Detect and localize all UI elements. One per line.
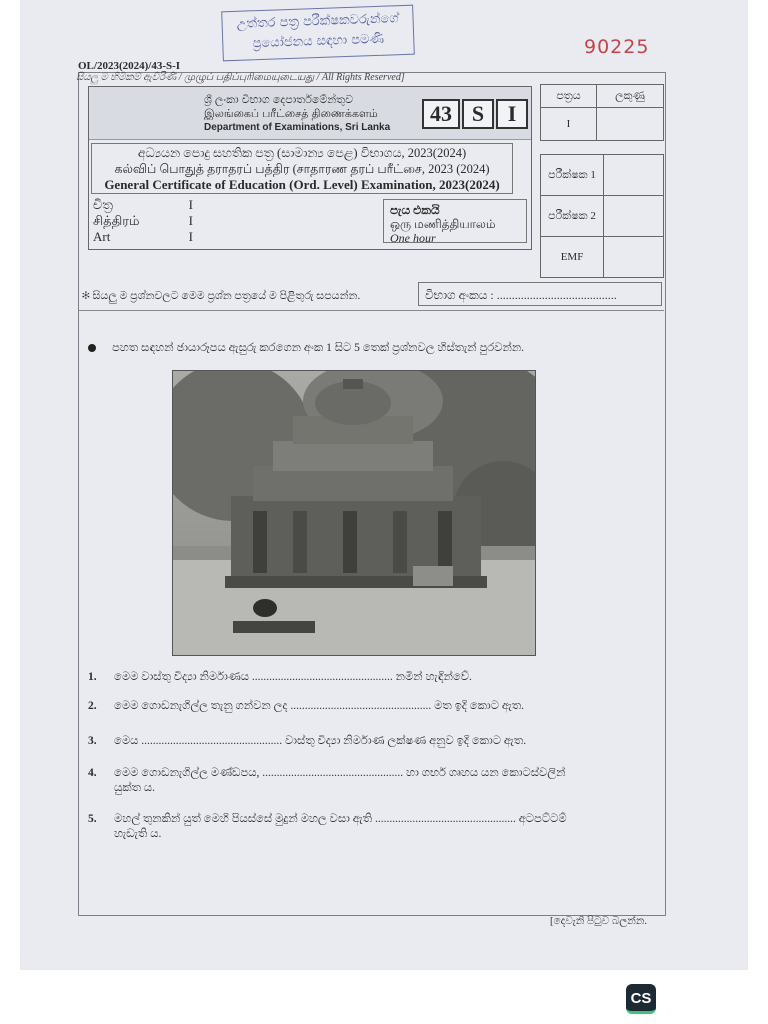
examiner-row bbox=[541, 237, 664, 278]
turn-over-note: [දෙවැනි පිටුව බලන්න. bbox=[550, 916, 647, 927]
subject-code-box bbox=[422, 99, 528, 129]
question-1 bbox=[88, 670, 668, 685]
paper-code: OL/2023(2024)/43-S-I bbox=[78, 60, 181, 72]
exam-number-field[interactable]: විභාග අංකය : ........................................ bbox=[418, 282, 662, 306]
examiner-mark-cell[interactable] bbox=[604, 155, 664, 196]
temple-image bbox=[173, 371, 535, 655]
exam-title-en: General Certificate of Education (Ord. Level) Examination, 2023(2024) bbox=[104, 177, 500, 192]
marks-col-paper: පත්‍රය bbox=[541, 85, 597, 108]
exam-title-si: අධ්‍යයන පොදු සහතික පත්‍ර (සාමාන්‍ය පෙළ) විභාගය, 2023(2024) bbox=[137, 146, 467, 160]
question-number: 5. bbox=[88, 813, 97, 825]
examiner-mark-cell[interactable] bbox=[604, 196, 664, 237]
marks-paper-value: I bbox=[541, 108, 597, 141]
subject-name: சித்திரம் bbox=[93, 213, 140, 228]
subject-name: චිත්‍ර bbox=[93, 197, 113, 212]
header-block bbox=[88, 86, 532, 250]
marks-table bbox=[540, 84, 664, 141]
code-medium: S bbox=[462, 99, 494, 129]
subject-paper-num: I bbox=[188, 213, 193, 228]
department-en: Department of Examinations, Sri Lanka bbox=[204, 122, 391, 133]
exam-title-ta: கல்விப் பொதுத் தராதரப் பத்திர (சாதாரண தரப் பரீட்சை, 2023 (2024) bbox=[114, 162, 490, 176]
exam-title-box bbox=[91, 143, 513, 194]
department-band bbox=[89, 87, 531, 140]
stamp-line-2: ප්‍රයෝජනය සඳහා පමණි bbox=[252, 31, 385, 52]
subject-row bbox=[93, 213, 193, 229]
question-number: 1. bbox=[88, 671, 97, 683]
examiner-row bbox=[541, 155, 664, 196]
question-text: මෙම ගොඩනැගිල්ල මණ්ඩපය, ................................................. හා ගර්භ ගෘහය යන කොටස්වලින් bbox=[114, 767, 566, 779]
department-ta: இலங்கைப் பரீட்சைத் திணைக்களம் bbox=[204, 108, 378, 120]
subject-name: Art bbox=[93, 229, 111, 244]
bullet-icon bbox=[88, 344, 96, 352]
section-divider bbox=[78, 310, 664, 311]
temple-photograph bbox=[172, 370, 536, 656]
marks-col-marks: ලකුණු bbox=[596, 85, 663, 108]
question-text: මෙම ගොඩනැගිල්ල තැනු ගන්වන ලද ................................................. මත ඉදි කොට ඇත. bbox=[114, 700, 525, 712]
question-number: 3. bbox=[88, 735, 97, 747]
marks-table-header bbox=[541, 85, 664, 108]
rights-notice: සියලු ම හිමිකම් ඇවිරිණි / முழுப் பதிப்புரிமையுடையது / All Rights Reserved] bbox=[76, 72, 405, 83]
examiner-table bbox=[540, 154, 664, 278]
department-si: ශ්‍රී ලංකා විභාග දෙපාර්තමේන්තුව bbox=[204, 94, 354, 106]
question-5 bbox=[88, 812, 668, 842]
question-4 bbox=[88, 766, 668, 796]
stamp-line-1: උත්තර පත්‍ර පරීක්ෂකවරුන්ගේ bbox=[236, 11, 399, 32]
question-2 bbox=[88, 699, 668, 714]
serial-number: 90225 bbox=[584, 36, 650, 58]
subject-paper-num: I bbox=[188, 229, 193, 244]
marks-value-cell[interactable] bbox=[596, 108, 663, 141]
question-continuation: යුක්ත ය. bbox=[114, 782, 155, 794]
subject-list bbox=[93, 197, 193, 245]
examiner-row bbox=[541, 196, 664, 237]
subject-row bbox=[93, 229, 193, 245]
duration-box bbox=[383, 199, 527, 243]
code-subject: 43 bbox=[422, 99, 460, 129]
question-continuation: හැඩැති ය. bbox=[114, 828, 162, 840]
department-name bbox=[204, 93, 390, 135]
question-number: 2. bbox=[88, 700, 97, 712]
code-paper: I bbox=[496, 99, 528, 129]
duration-ta: ஒரு மணித்தியாலம் bbox=[390, 217, 496, 231]
subject-row bbox=[93, 197, 193, 213]
subject-paper-num: I bbox=[188, 197, 193, 212]
examiner-mark-cell[interactable] bbox=[604, 237, 664, 278]
examiner-label: පරීක්ෂක 2 bbox=[541, 196, 604, 237]
camscanner-logo: CS bbox=[626, 984, 656, 1014]
question-text: මහල් තුනකින් යුත් මෙහි පියස්සේ මුදුන් මහල වසා ඇති ................................................. අටපට්ටම් bbox=[114, 813, 567, 825]
question-3 bbox=[88, 734, 668, 749]
question-intro bbox=[88, 342, 524, 355]
general-instruction: ✻ සියලු ම ප්‍රශ්නවලට මෙම ප්‍රශ්න පත්‍රයේ ම පිළිතුරු සපයන්න. bbox=[82, 290, 361, 302]
duration-si: පැය එකයි bbox=[390, 203, 440, 217]
examiner-use-stamp bbox=[221, 5, 415, 62]
question-text: මෙය ................................................. වාස්තු විද්‍යා නිර්මාණ ලක්ෂණ අනුව ඉදි කොට ඇත. bbox=[114, 735, 527, 747]
duration-en: One hour bbox=[390, 231, 436, 245]
question-number: 4. bbox=[88, 767, 97, 779]
examiner-label: පරීක්ෂක 1 bbox=[541, 155, 604, 196]
question-intro-text: පහත සඳහන් ඡායාරූපය ඇසුරු කරගෙන අංක 1 සිට 5 තෙක් ප්‍රශ්නවල හිස්තැන් පුරවන්න. bbox=[112, 342, 525, 354]
examiner-label: EMF bbox=[541, 237, 604, 278]
marks-table-row bbox=[541, 108, 664, 141]
question-text: මෙම වාස්තු විද්‍යා නිර්මාණය ................................................. නමින් හැඳින්වේ. bbox=[114, 671, 472, 683]
